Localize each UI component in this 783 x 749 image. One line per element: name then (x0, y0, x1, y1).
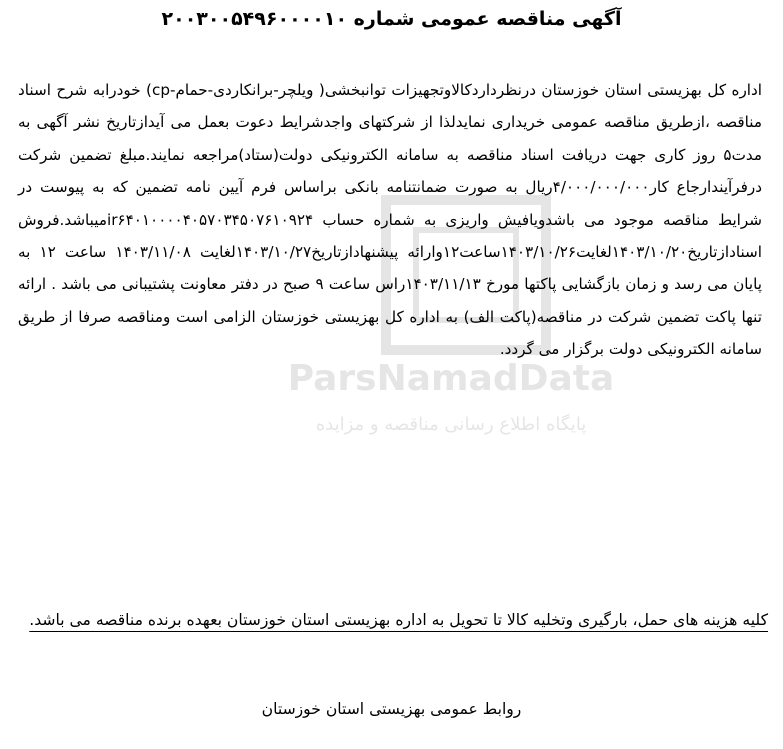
watermark-brand: ParsNamadData (287, 358, 615, 399)
notice-body (18, 74, 762, 366)
cost-note-text: کلیه هزینه های حمل، بارگیری وتخلیه کالا تا تحویل به اداره بهزیستی استان خوزستان بعهده برنده مناقصه می باشد. (29, 611, 768, 629)
watermark-caption: پایگاه اطلاع رسانی مناقصه و مزایده (315, 414, 587, 435)
notice-title: آگهی مناقصه عمومی شماره ۲۰۰۳۰۰۵۴۹۶۰۰۰۰۱۰ (161, 8, 622, 30)
public-relations-signature: روابط عمومی بهزیستی استان خوزستان (261, 700, 522, 718)
cost-note (18, 604, 768, 636)
notice-body-paragraph: اداره کل بهزیستی استان خوزستان درنظرداردکالاوتجهیزات توانبخشی( ویلچر-برانکاردی-حمام-cp) خودرابه شرح اسناد مناقصه ،ازطریق مناقصه عمومی خریداری نمایدلذا از شرکتهای واجدشرایط دعوت بعمل می آیدازتاریخ نشر آگهی به مدت۵ روز کاری جهت دریافت اسناد مناقصه به سامانه الکترونیکی دولت(ستاد)مراجعه نمایند.مبلغ تضمین شرکت درفرآیندارجاع کار۴/۰۰۰/۰۰۰/۰۰۰ریال به صورت ضمانتنامه بانکی براساس فرم آیین نامه تضمین که به پیوست در شرایط مناقصه موجود می باشدویافیش واریزی به شماره حساب ir۶۴۰۱۰۰۰۰۴۰۵۷۰۳۴۵۰۷۶۱۰۹۲۴میباشد.فروش اسنادازتاریخ۱۴۰۳/۱۰/۲۰لغایت۱۴۰۳/۱۰/۲۶ساعت۱۲وارائه پیشنهادازتاریخ۱۴۰۳/۱۰/۲۷لغایت ۱۴۰۳/۱۱/۰۸ ساعت ۱۲ به پایان می رسد و زمان بازگشایی پاکتها مورخ ۱۴۰۳/۱۱/۱۳راس ساعت ۹ صبح در دفتر معاونت پشتیبانی می باشد . ارائه تنها پاکت تضمین شرکت در مناقصه(پاکت الف) به اداره کل بهزیستی خوزستان الزامی است ومناقصه صرفا از طریق سامانه الکترونیکی دولت برگزار می گردد. (18, 81, 763, 359)
